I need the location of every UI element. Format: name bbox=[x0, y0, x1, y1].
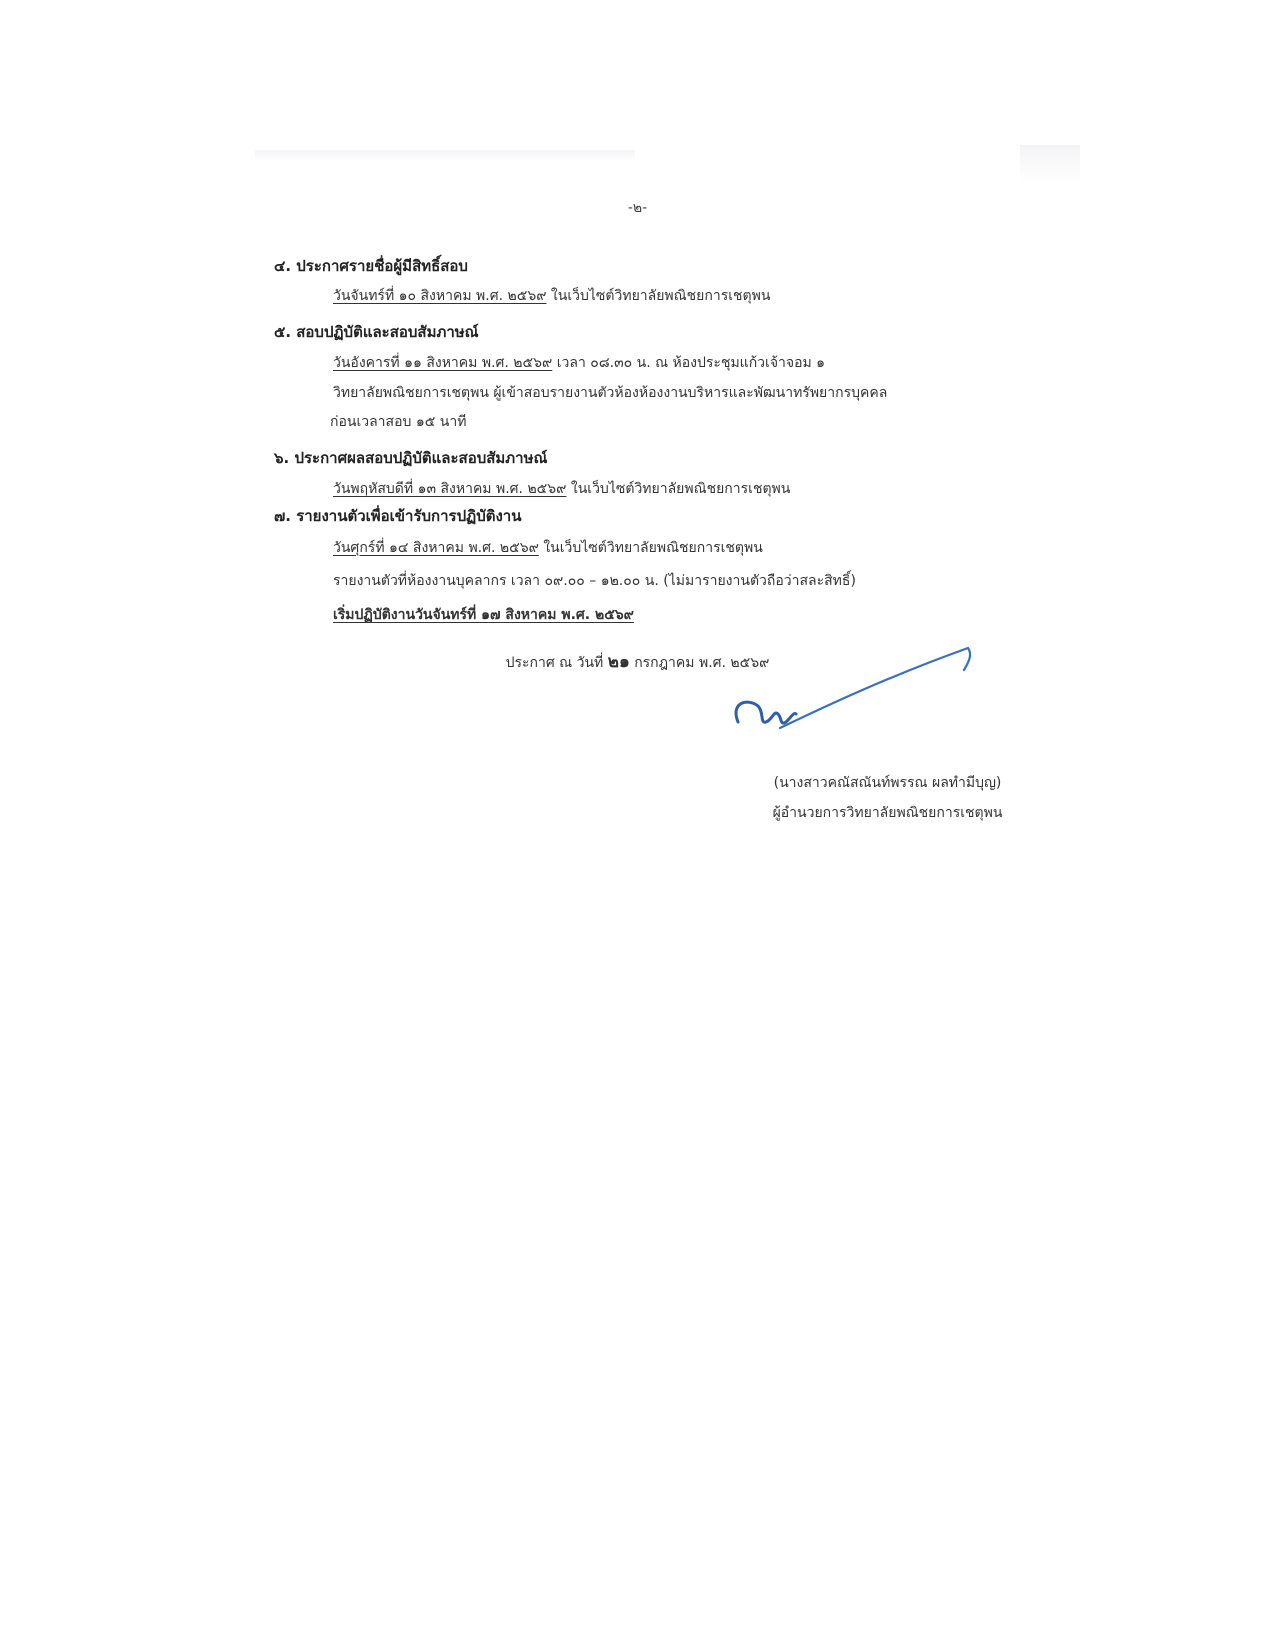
section-heading-4: ๔. ประกาศรายชื่อผู้มีสิทธิ์สอบ bbox=[274, 257, 468, 275]
announce-prefix: ประกาศ ณ วันที่ bbox=[505, 655, 604, 671]
scan-shadow-top-left bbox=[255, 150, 635, 162]
section-heading-6: ๖. ประกาศผลสอบปฏิบัติและสอบสัมภาษณ์ bbox=[274, 449, 548, 467]
announce-month-year: กรกฎาคม พ.ศ. ๒๕๖๙ bbox=[634, 655, 770, 671]
section-4-date: วันจันทร์ที่ ๑๐ สิงหาคม พ.ศ. ๒๕๖๙ bbox=[333, 288, 547, 304]
section-5-date: วันอังคารที่ ๑๑ สิงหาคม พ.ศ. ๒๕๖๙ bbox=[333, 355, 553, 371]
section-heading-7: ๗. รายงานตัวเพื่อเข้ารับการปฏิบัติงาน bbox=[274, 507, 522, 525]
signer-name: (นางสาวคณัสณันท์พรรณ ผลทำมีบุญ) bbox=[773, 775, 1002, 791]
section-5-detail: เวลา ๐๘.๓๐ น. ณ ห้องประชุมแก้วเจ้าจอม ๑ bbox=[556, 355, 826, 371]
section-5-line-3: ก่อนเวลาสอบ ๑๕ นาที bbox=[330, 414, 467, 430]
section-5-line-1 bbox=[333, 352, 825, 374]
section-6-detail: ในเว็บไซต์วิทยาลัยพณิชยการเชตุพน bbox=[570, 481, 791, 497]
section-4-detail: ในเว็บไซต์วิทยาลัยพณิชยการเชตุพน bbox=[550, 288, 771, 304]
start-work-date: เริ่มปฏิบัติงานวันจันทร์ที่ ๑๗ สิงหาคม พ.ศ. ๒๕๖๙ bbox=[333, 607, 634, 623]
section-7-line-1 bbox=[333, 537, 763, 559]
handwritten-signature bbox=[720, 640, 990, 750]
section-4-line-1 bbox=[333, 285, 770, 307]
section-7-date: วันศุกร์ที่ ๑๔ สิงหาคม พ.ศ. ๒๕๖๙ bbox=[333, 540, 539, 556]
section-6-line-1 bbox=[333, 478, 790, 500]
section-5-line-2: วิทยาลัยพณิชยการเชตุพน ผู้เข้าสอบรายงานตัวห้องห้องงานบริหารและพัฒนาทรัพยากรบุคคล bbox=[333, 385, 888, 401]
section-heading-5: ๕. สอบปฏิบัติและสอบสัมภาษณ์ bbox=[274, 323, 479, 341]
section-6-date: วันพฤหัสบดีที่ ๑๓ สิงหาคม พ.ศ. ๒๕๖๙ bbox=[333, 481, 567, 497]
announcement-date bbox=[0, 648, 1275, 675]
section-7-detail: ในเว็บไซต์วิทยาลัยพณิชยการเชตุพน bbox=[543, 540, 763, 556]
page-number: -๒- bbox=[627, 200, 648, 216]
announce-day: ๒๑ bbox=[607, 652, 630, 672]
scan-shadow-top-right bbox=[1020, 145, 1080, 185]
section-7-line-2: รายงานตัวที่ห้องงานบุคลากร เวลา ๐๙.๐๐ – ๑๒.๐๐ น. (ไม่มารายงานตัวถือว่าสละสิทธิ์) bbox=[333, 573, 856, 589]
signer-title: ผู้อำนวยการวิทยาลัยพณิชยการเชตุพน bbox=[772, 805, 1003, 821]
